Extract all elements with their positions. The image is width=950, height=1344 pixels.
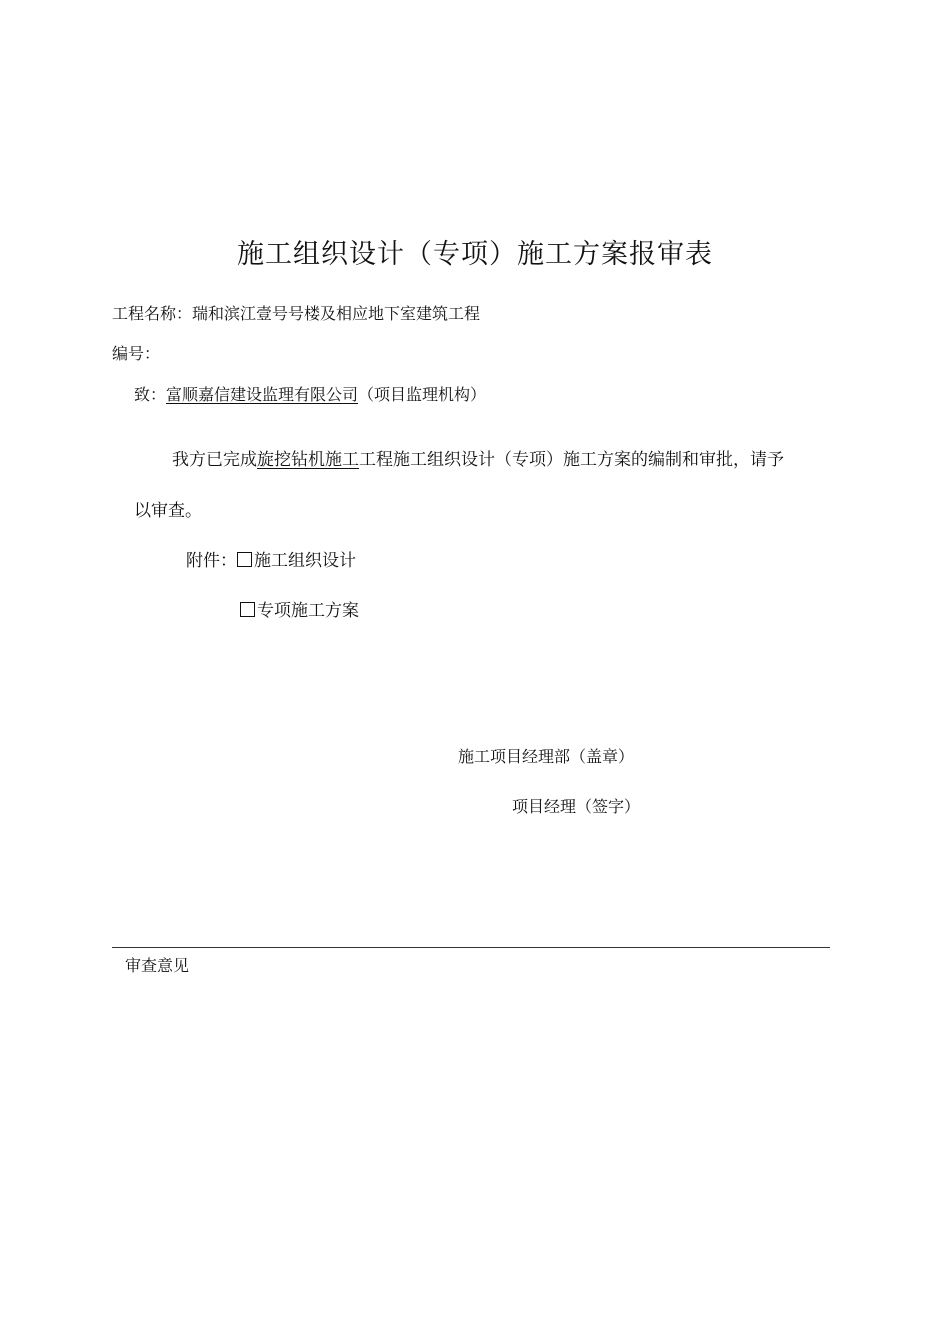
attachments-label: 附件： — [186, 551, 237, 571]
section-divider — [112, 947, 830, 948]
supervision-org: 富顺嘉信建设监理有限公司 — [166, 385, 359, 404]
review-opinion-label: 审查意见 — [125, 956, 190, 975]
attachment-label-special-plan: 专项施工方案 — [257, 601, 359, 621]
statement-subject: 旋挖钻机施工 — [257, 450, 359, 470]
project-name-value: 瑞和滨江壹号号楼及相应地下室建筑工程 — [192, 304, 481, 323]
serial-number-label: 编号： — [112, 344, 161, 363]
serial-number-row — [112, 341, 160, 364]
manager-signature-label: 项目经理（签字） — [512, 797, 641, 816]
statement-line-2: 以审查。 — [134, 501, 202, 521]
project-name-label: 工程名称： — [112, 304, 193, 323]
addressee-row — [134, 382, 486, 405]
addressee-label: 致： — [134, 385, 167, 404]
attachment-label-organization-design: 施工组织设计 — [254, 551, 356, 571]
attachment-checkbox-special-plan[interactable] — [240, 602, 255, 617]
statement-line-1 — [172, 445, 784, 470]
department-seal-label: 施工项目经理部（盖章） — [458, 747, 635, 766]
statement-prefix: 我方已完成 — [172, 450, 257, 470]
attachment-row-1 — [186, 546, 356, 571]
project-name-row — [112, 301, 480, 324]
addressee-suffix: （项目监理机构） — [358, 385, 487, 404]
attachment-checkbox-organization-design[interactable] — [237, 552, 252, 567]
statement-suffix: 工程施工组织设计（专项）施工方案的编制和审批，请予 — [359, 450, 784, 470]
attachment-row-2 — [240, 596, 359, 621]
document-title: 施工组织设计（专项）施工方案报审表 — [237, 239, 713, 270]
